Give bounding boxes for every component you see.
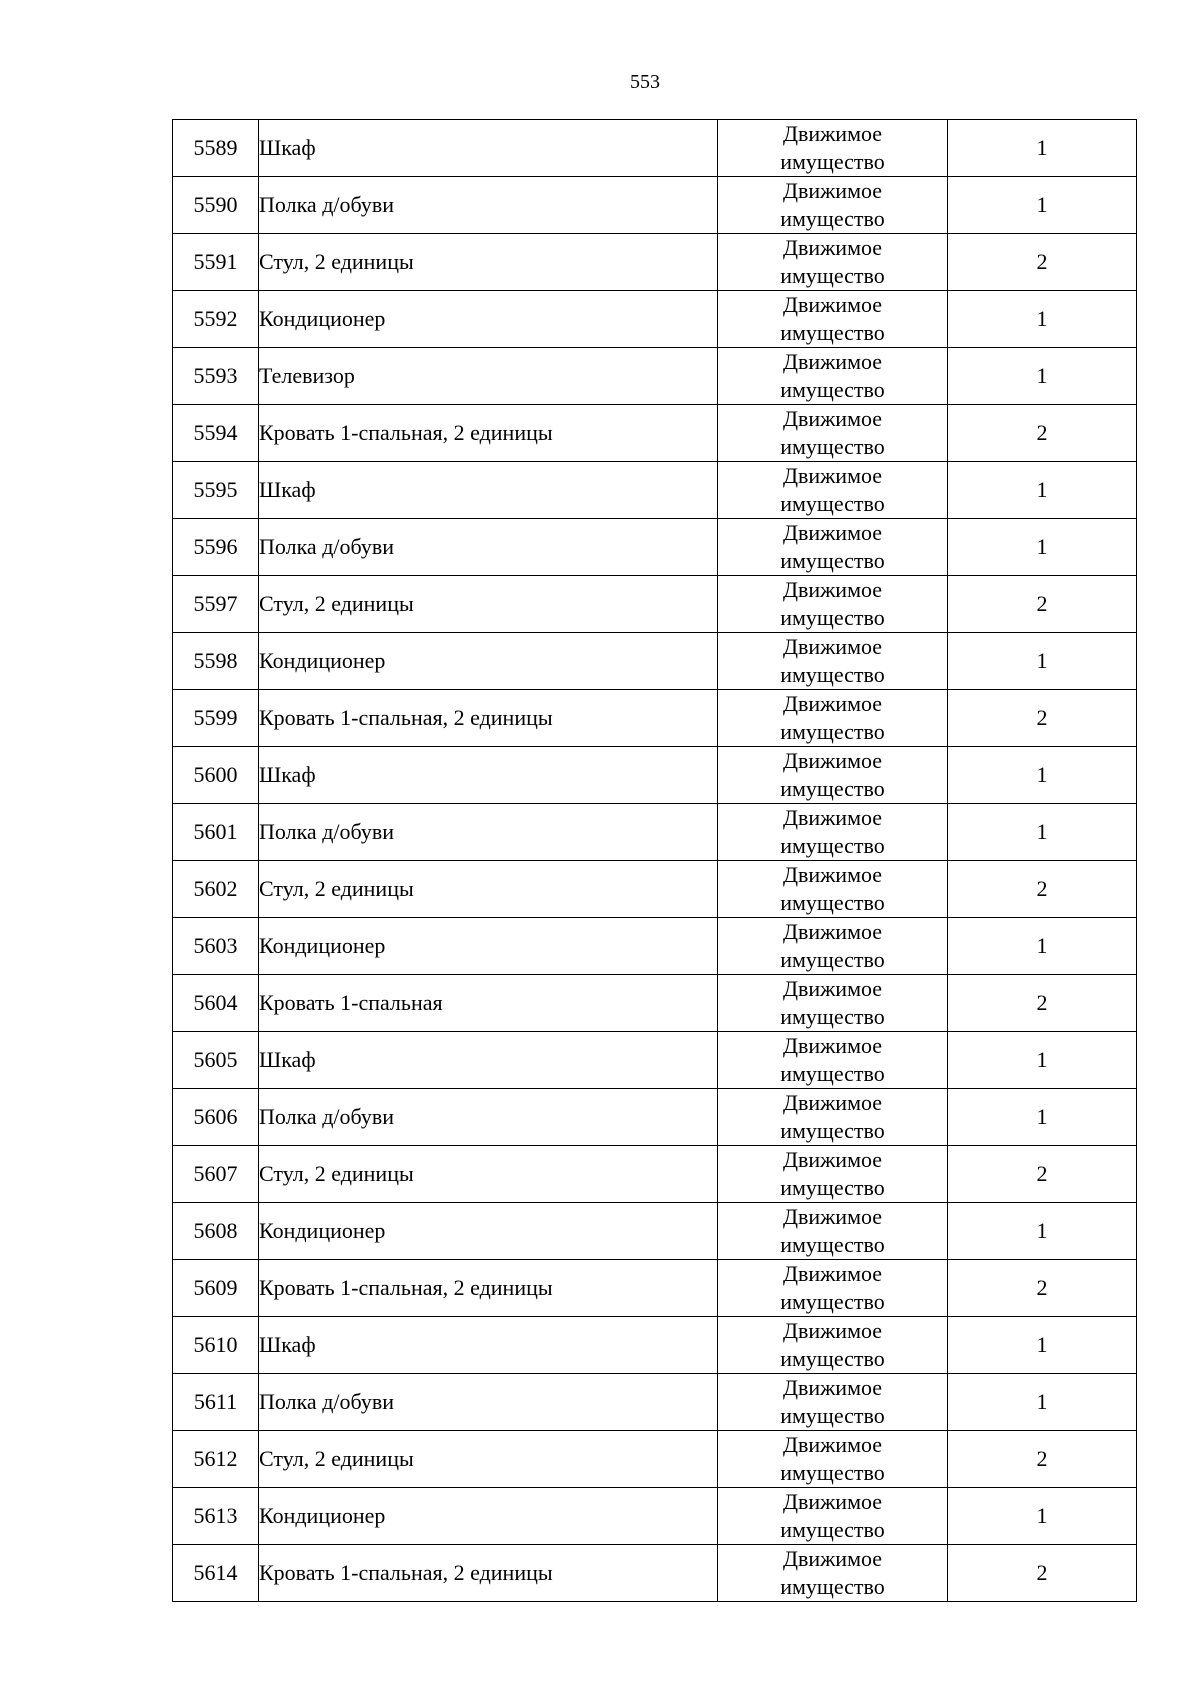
- property-type-cell: [718, 1545, 948, 1602]
- property-type-cell: [718, 690, 948, 747]
- row-number-cell: 5606: [173, 1089, 259, 1146]
- table-row: [173, 519, 1137, 576]
- property-type-line-2: имущество: [780, 776, 885, 801]
- row-number-cell: 5594: [173, 405, 259, 462]
- property-type-line-2: имущество: [780, 320, 885, 345]
- table-row: [173, 1317, 1137, 1374]
- row-number-cell: 5592: [173, 291, 259, 348]
- quantity-cell: 1: [948, 804, 1137, 861]
- table-row: [173, 690, 1137, 747]
- item-name-cell: Кровать 1-спальная, 2 единицы: [259, 1260, 718, 1317]
- property-type-line-2: имущество: [780, 434, 885, 459]
- quantity-cell: 1: [948, 348, 1137, 405]
- item-name-cell: Стул, 2 единицы: [259, 861, 718, 918]
- item-name-cell: Кондиционер: [259, 918, 718, 975]
- property-type-line-2: имущество: [780, 719, 885, 744]
- property-type-cell: [718, 462, 948, 519]
- table-row: [173, 234, 1137, 291]
- property-type-line-2: имущество: [780, 1346, 885, 1371]
- property-type-line-2: имущество: [780, 491, 885, 516]
- item-name-cell: Телевизор: [259, 348, 718, 405]
- property-type-cell: [718, 1032, 948, 1089]
- item-name-cell: Полка д/обуви: [259, 1374, 718, 1431]
- item-name-cell: Полка д/обуви: [259, 804, 718, 861]
- table-row: [173, 348, 1137, 405]
- quantity-cell: 1: [948, 1317, 1137, 1374]
- property-type-cell: [718, 1488, 948, 1545]
- row-number-cell: 5602: [173, 861, 259, 918]
- property-type-cell: [718, 234, 948, 291]
- property-type-cell: [718, 1431, 948, 1488]
- item-name-cell: Кровать 1-спальная: [259, 975, 718, 1032]
- table-row: [173, 177, 1137, 234]
- property-type-cell: [718, 633, 948, 690]
- property-type-line-1: Движимое: [782, 862, 883, 887]
- property-type-line-1: Движимое: [782, 1318, 883, 1343]
- item-name-cell: Полка д/обуви: [259, 1089, 718, 1146]
- property-type-line-1: Движимое: [782, 748, 883, 773]
- property-type-line-1: Движимое: [782, 235, 883, 260]
- property-type-cell: [718, 1317, 948, 1374]
- property-type-line-1: Движимое: [782, 577, 883, 602]
- property-type-cell: [718, 405, 948, 462]
- quantity-cell: 2: [948, 576, 1137, 633]
- item-name-cell: Кондиционер: [259, 633, 718, 690]
- row-number-cell: 5597: [173, 576, 259, 633]
- row-number-cell: 5599: [173, 690, 259, 747]
- table-row: [173, 405, 1137, 462]
- item-name-cell: Кондиционер: [259, 291, 718, 348]
- row-number-cell: 5609: [173, 1260, 259, 1317]
- property-table: [172, 119, 1137, 1602]
- item-name-cell: Кровать 1-спальная, 2 единицы: [259, 690, 718, 747]
- property-type-line-1: Движимое: [782, 178, 883, 203]
- property-type-line-1: Движимое: [782, 292, 883, 317]
- property-type-cell: [718, 519, 948, 576]
- property-type-cell: [718, 804, 948, 861]
- row-number-cell: 5611: [173, 1374, 259, 1431]
- property-type-cell: [718, 1146, 948, 1203]
- property-type-line-1: Движимое: [782, 634, 883, 659]
- property-type-line-2: имущество: [780, 1175, 885, 1200]
- property-type-line-2: имущество: [780, 1517, 885, 1542]
- property-type-line-2: имущество: [780, 890, 885, 915]
- item-name-cell: Полка д/обуви: [259, 177, 718, 234]
- property-type-cell: [718, 975, 948, 1032]
- row-number-cell: 5596: [173, 519, 259, 576]
- table-row: [173, 462, 1137, 519]
- quantity-cell: 1: [948, 291, 1137, 348]
- row-number-cell: 5607: [173, 1146, 259, 1203]
- property-type-line-2: имущество: [780, 377, 885, 402]
- quantity-cell: 2: [948, 405, 1137, 462]
- table-row: [173, 576, 1137, 633]
- item-name-cell: Стул, 2 единицы: [259, 1146, 718, 1203]
- item-name-cell: Шкаф: [259, 1032, 718, 1089]
- property-type-line-1: Движимое: [782, 349, 883, 374]
- quantity-cell: 1: [948, 462, 1137, 519]
- property-type-line-2: имущество: [780, 662, 885, 687]
- table-row: [173, 1488, 1137, 1545]
- table-row: [173, 1374, 1137, 1431]
- property-type-line-2: имущество: [780, 833, 885, 858]
- page-number: 553: [630, 71, 660, 93]
- property-type-line-2: имущество: [780, 605, 885, 630]
- item-name-cell: Кровать 1-спальная, 2 единицы: [259, 1545, 718, 1602]
- table-row: [173, 918, 1137, 975]
- property-type-line-2: имущество: [780, 263, 885, 288]
- table-row: [173, 1089, 1137, 1146]
- property-type-cell: [718, 348, 948, 405]
- property-type-cell: [718, 1203, 948, 1260]
- item-name-cell: Шкаф: [259, 1317, 718, 1374]
- quantity-cell: 1: [948, 918, 1137, 975]
- property-type-line-1: Движимое: [782, 1033, 883, 1058]
- quantity-cell: 2: [948, 1146, 1137, 1203]
- item-name-cell: Стул, 2 единицы: [259, 234, 718, 291]
- property-type-line-1: Движимое: [782, 1489, 883, 1514]
- row-number-cell: 5604: [173, 975, 259, 1032]
- row-number-cell: 5603: [173, 918, 259, 975]
- property-type-line-1: Движимое: [782, 1261, 883, 1286]
- row-number-cell: 5591: [173, 234, 259, 291]
- property-type-line-1: Движимое: [782, 1432, 883, 1457]
- property-type-cell: [718, 1374, 948, 1431]
- property-type-line-1: Движимое: [782, 121, 883, 146]
- property-type-line-1: Движимое: [782, 1375, 883, 1400]
- table-row: [173, 747, 1137, 804]
- property-type-line-1: Движимое: [782, 1546, 883, 1571]
- quantity-cell: 1: [948, 519, 1137, 576]
- property-type-line-1: Движимое: [782, 463, 883, 488]
- item-name-cell: Полка д/обуви: [259, 519, 718, 576]
- property-type-line-1: Движимое: [782, 520, 883, 545]
- table-row: [173, 1431, 1137, 1488]
- item-name-cell: Кровать 1-спальная, 2 единицы: [259, 405, 718, 462]
- row-number-cell: 5613: [173, 1488, 259, 1545]
- property-type-line-2: имущество: [780, 548, 885, 573]
- property-type-line-2: имущество: [780, 1004, 885, 1029]
- item-name-cell: Кондиционер: [259, 1488, 718, 1545]
- quantity-cell: 2: [948, 861, 1137, 918]
- property-type-line-2: имущество: [780, 1289, 885, 1314]
- quantity-cell: 2: [948, 234, 1137, 291]
- property-type-line-2: имущество: [780, 947, 885, 972]
- property-type-cell: [718, 177, 948, 234]
- row-number-cell: 5608: [173, 1203, 259, 1260]
- row-number-cell: 5610: [173, 1317, 259, 1374]
- item-name-cell: Шкаф: [259, 462, 718, 519]
- row-number-cell: 5589: [173, 120, 259, 177]
- item-name-cell: Шкаф: [259, 120, 718, 177]
- property-type-line-1: Движимое: [782, 1090, 883, 1115]
- property-type-line-2: имущество: [780, 1574, 885, 1599]
- item-name-cell: Кондиционер: [259, 1203, 718, 1260]
- row-number-cell: 5605: [173, 1032, 259, 1089]
- quantity-cell: 1: [948, 120, 1137, 177]
- quantity-cell: 2: [948, 690, 1137, 747]
- item-name-cell: Стул, 2 единицы: [259, 1431, 718, 1488]
- property-type-line-2: имущество: [780, 1061, 885, 1086]
- property-type-cell: [718, 120, 948, 177]
- row-number-cell: 5614: [173, 1545, 259, 1602]
- table-row: [173, 120, 1137, 177]
- table-row: [173, 1260, 1137, 1317]
- item-name-cell: Стул, 2 единицы: [259, 576, 718, 633]
- property-type-line-2: имущество: [780, 1403, 885, 1428]
- table-row: [173, 1146, 1137, 1203]
- item-name-cell: Шкаф: [259, 747, 718, 804]
- quantity-cell: 1: [948, 1488, 1137, 1545]
- property-type-cell: [718, 861, 948, 918]
- quantity-cell: 1: [948, 1374, 1137, 1431]
- row-number-cell: 5598: [173, 633, 259, 690]
- property-type-cell: [718, 747, 948, 804]
- property-type-cell: [718, 576, 948, 633]
- property-type-cell: [718, 1260, 948, 1317]
- property-type-line-1: Движимое: [782, 919, 883, 944]
- property-type-line-1: Движимое: [782, 1147, 883, 1172]
- property-type-line-2: имущество: [780, 206, 885, 231]
- table-body: [173, 120, 1137, 1602]
- row-number-cell: 5601: [173, 804, 259, 861]
- row-number-cell: 5600: [173, 747, 259, 804]
- quantity-cell: 2: [948, 1260, 1137, 1317]
- table-row: [173, 1203, 1137, 1260]
- quantity-cell: 1: [948, 1203, 1137, 1260]
- table-row: [173, 291, 1137, 348]
- table-row: [173, 861, 1137, 918]
- row-number-cell: 5593: [173, 348, 259, 405]
- table-row: [173, 1032, 1137, 1089]
- quantity-cell: 2: [948, 1545, 1137, 1602]
- quantity-cell: 1: [948, 177, 1137, 234]
- property-type-line-1: Движимое: [782, 976, 883, 1001]
- quantity-cell: 1: [948, 1089, 1137, 1146]
- quantity-cell: 2: [948, 1431, 1137, 1488]
- table-row: [173, 975, 1137, 1032]
- row-number-cell: 5595: [173, 462, 259, 519]
- table-row: [173, 1545, 1137, 1602]
- property-type-line-1: Движимое: [782, 406, 883, 431]
- quantity-cell: 2: [948, 975, 1137, 1032]
- quantity-cell: 1: [948, 633, 1137, 690]
- quantity-cell: 1: [948, 747, 1137, 804]
- row-number-cell: 5612: [173, 1431, 259, 1488]
- property-type-line-1: Движимое: [782, 1204, 883, 1229]
- property-type-line-2: имущество: [780, 1232, 885, 1257]
- property-type-cell: [718, 918, 948, 975]
- table-row: [173, 804, 1137, 861]
- row-number-cell: 5590: [173, 177, 259, 234]
- property-type-line-2: имущество: [780, 1460, 885, 1485]
- property-type-cell: [718, 1089, 948, 1146]
- property-type-line-2: имущество: [780, 1118, 885, 1143]
- property-type-line-2: имущество: [780, 149, 885, 174]
- property-type-line-1: Движимое: [782, 691, 883, 716]
- table-row: [173, 633, 1137, 690]
- quantity-cell: 1: [948, 1032, 1137, 1089]
- property-type-line-1: Движимое: [782, 805, 883, 830]
- property-type-cell: [718, 291, 948, 348]
